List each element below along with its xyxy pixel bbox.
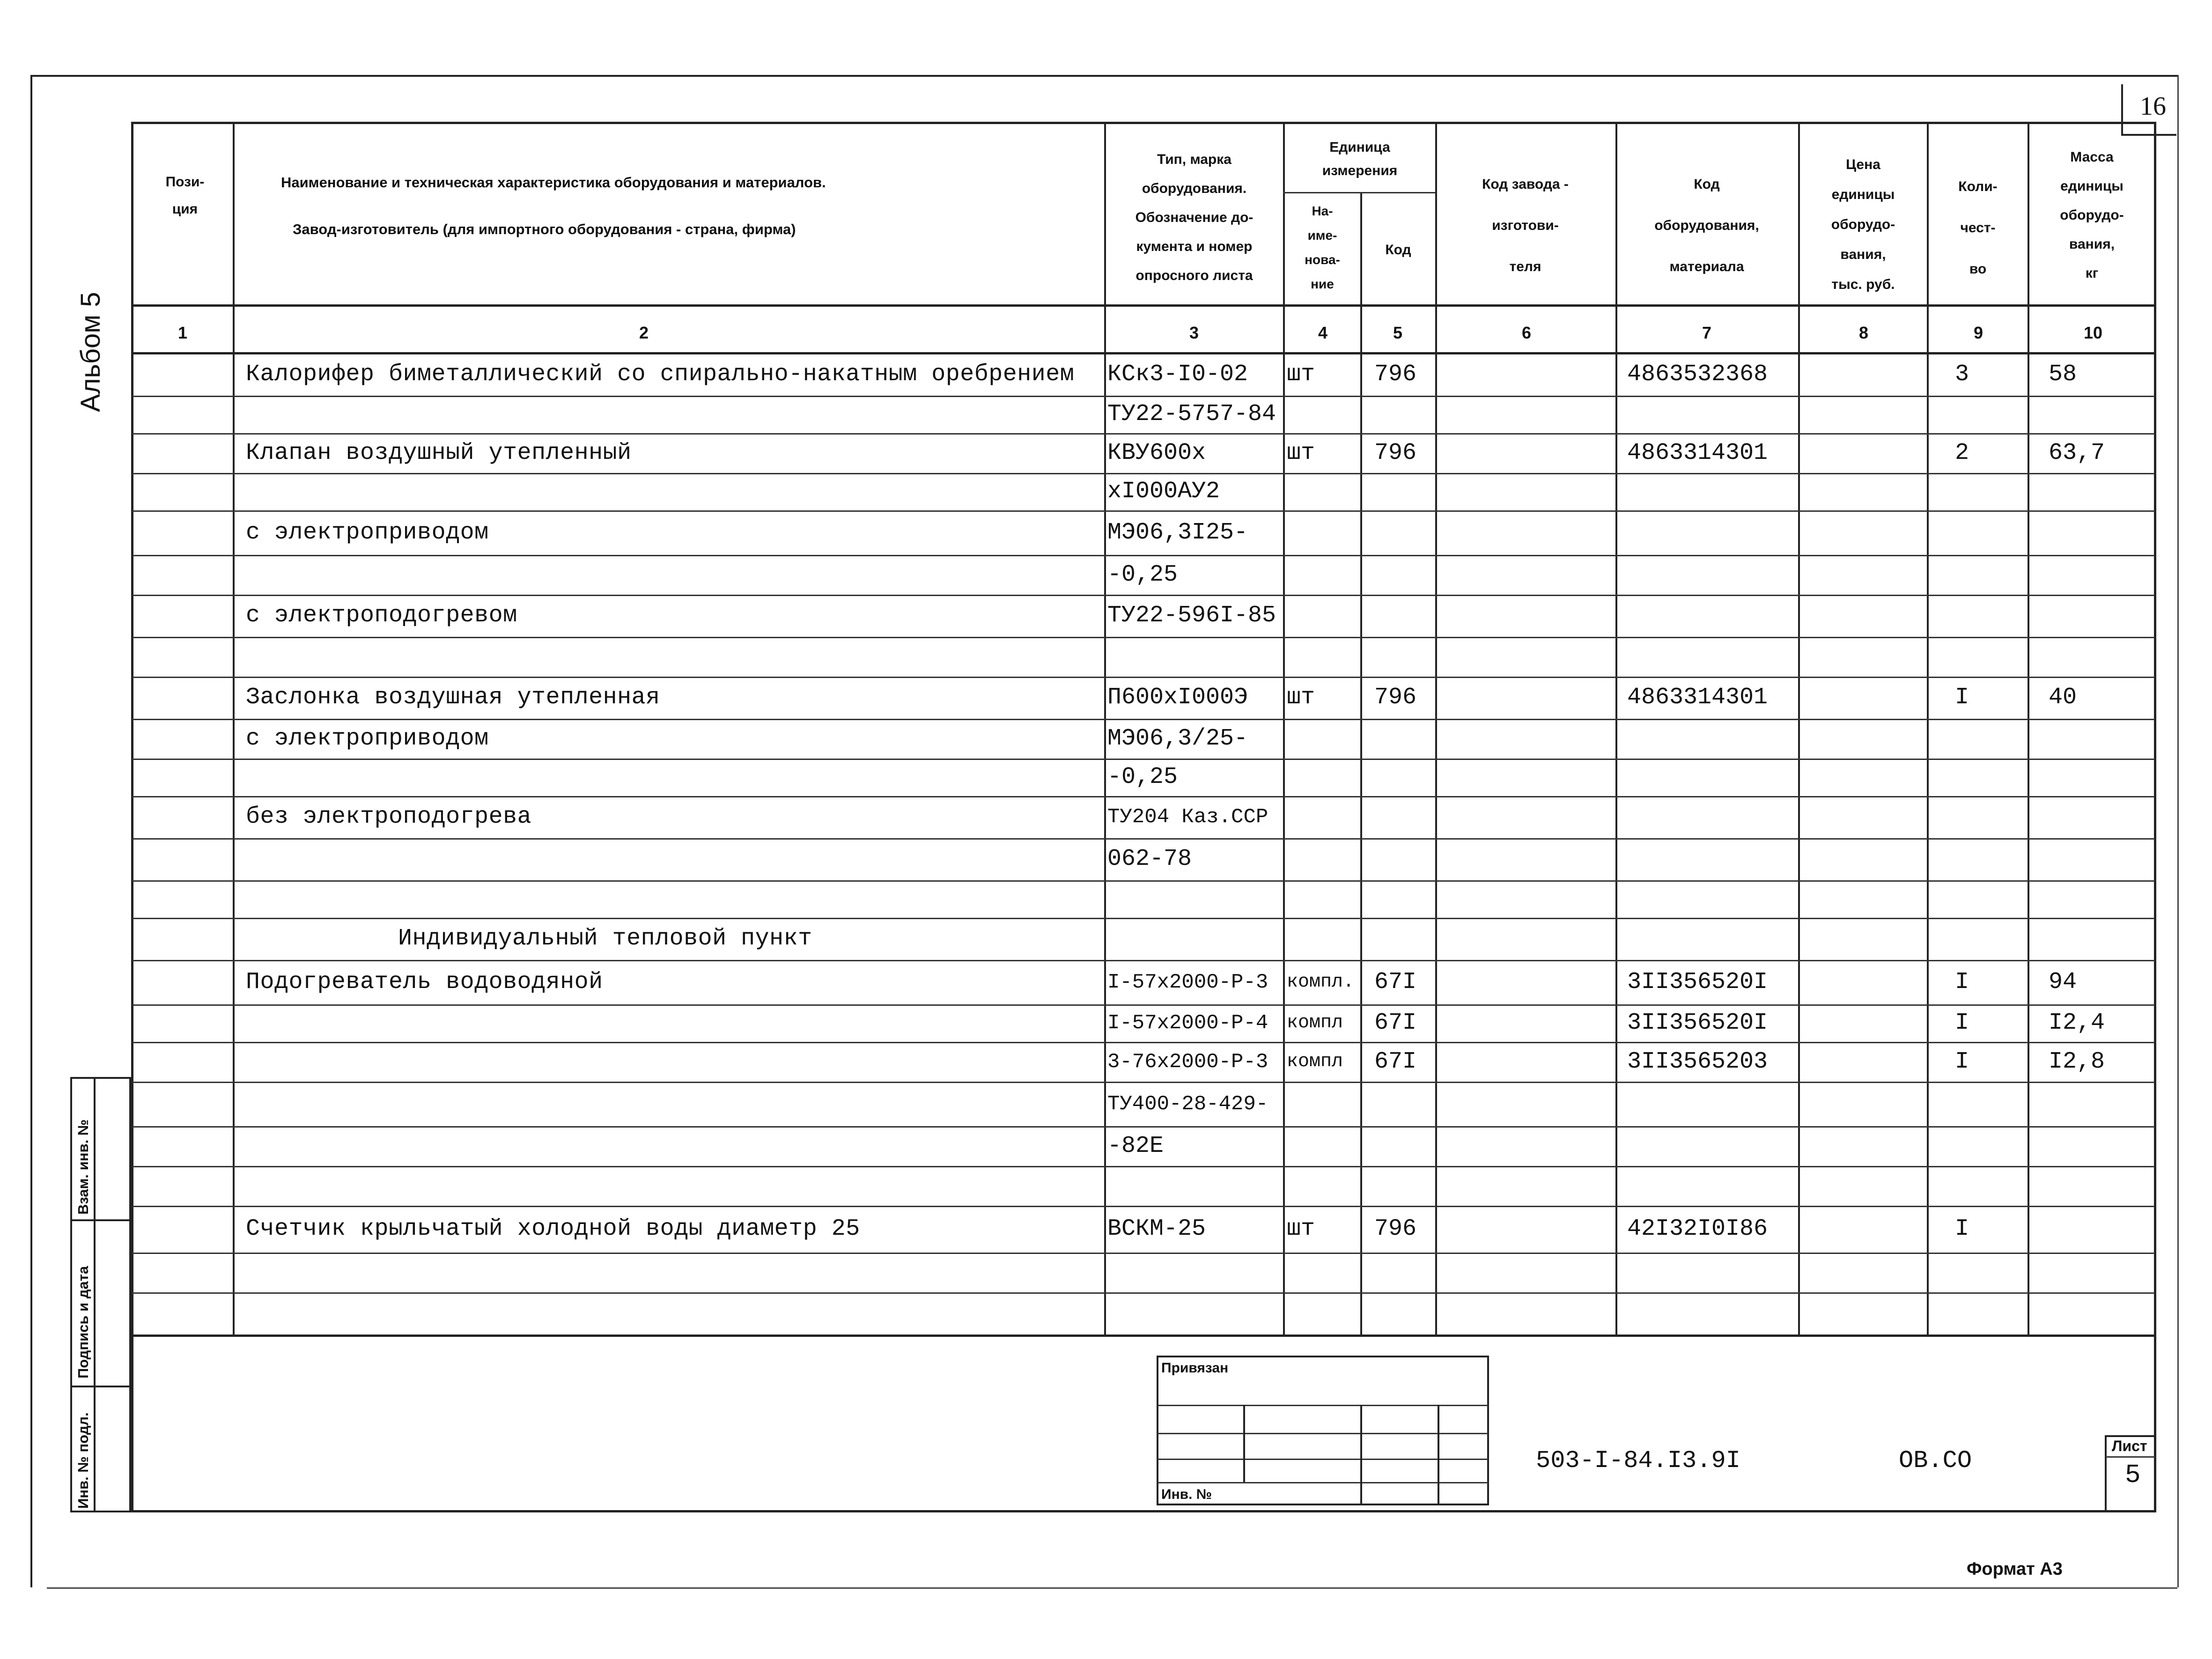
item-quantity: I [1955, 1048, 1969, 1075]
column-number: 7 [1702, 323, 1712, 342]
column-number: 3 [1189, 323, 1199, 342]
item-unit-code: 67I [1374, 968, 1417, 995]
item-unit: компл. [1287, 971, 1355, 993]
header-mass: Масса единицы оборудо- вания, кг [2060, 149, 2124, 281]
item-unit-code: 796 [1374, 1216, 1417, 1242]
item-type: МЭ06,3/25- [1107, 725, 1248, 752]
item-type: -82Е [1107, 1132, 1164, 1159]
sheet-frame-right [2177, 75, 2179, 1587]
header-name: Наименование и техническая характеристика оборудования и материалов. Завод-изготовитель (для импортного оборудования - страна, фирма) [281, 174, 826, 237]
document-code: 503-I-84.I3.9I [1536, 1447, 1740, 1475]
row-divider [132, 1166, 2155, 1167]
item-type: ТУ204 Каз.ССР [1107, 805, 1268, 829]
privyazan-col [1243, 1405, 1245, 1482]
item-mass: 94 [2049, 968, 2077, 995]
privyazan-label: Привязан [1161, 1360, 1229, 1376]
item-name: Индивидуальный тепловой пункт [398, 925, 812, 952]
column-number: 6 [1521, 323, 1532, 342]
sheet-frame-bottom [47, 1587, 2177, 1589]
item-equipment-code: 3II356520I [1627, 1010, 1768, 1036]
item-quantity: 3 [1955, 361, 1969, 388]
column-number: 5 [1393, 323, 1403, 342]
item-equipment-code: 4863314301 [1627, 684, 1768, 711]
row-divider [132, 473, 2155, 474]
item-type: ТУ22-596I-85 [1107, 602, 1276, 629]
item-equipment-code: 3II3565203 [1627, 1048, 1768, 1075]
item-name: Заслонка воздушная утепленная [246, 684, 660, 711]
stamp-divider [72, 1219, 129, 1221]
sheet-frame-top [30, 75, 2177, 77]
stamp-column-divider [94, 1079, 96, 1511]
item-unit: шт [1287, 361, 1315, 388]
row-divider [132, 433, 2155, 435]
row-divider [132, 880, 2155, 882]
item-type: КСк3-I0-02 [1107, 361, 1248, 388]
item-type: -0,25 [1107, 561, 1178, 588]
item-name: Клапан воздушный утепленный [246, 439, 632, 466]
stamp-label-inv-podl: Инв. № подл. [75, 1412, 91, 1509]
item-type: КВУ600х [1107, 439, 1206, 466]
item-mass: I2,8 [2049, 1048, 2105, 1075]
column-number: 9 [1973, 323, 1983, 342]
row-divider [132, 838, 2155, 840]
colnum-bottom-line [132, 352, 2155, 354]
column-number: 4 [1318, 323, 1328, 342]
item-type: ТУ22-5757-84 [1107, 401, 1276, 428]
row-divider [132, 1004, 2155, 1006]
row-divider [132, 677, 2155, 678]
item-quantity: I [1955, 1010, 1969, 1036]
row-divider [132, 1253, 2155, 1254]
item-name: без электроподогрева [246, 804, 532, 830]
row-divider [132, 595, 2155, 596]
item-unit: шт [1287, 439, 1315, 466]
item-unit-code: 67I [1374, 1010, 1417, 1036]
item-unit-code: 796 [1374, 439, 1417, 466]
header-price: Цена единицы оборудо- вания, тыс. руб. [1831, 157, 1895, 292]
stamp-divider [72, 1386, 129, 1387]
row-divider [132, 1126, 2155, 1128]
stamp-label-vzam-inv: Взам. инв. № [75, 1119, 91, 1215]
row-divider [132, 1082, 2155, 1083]
header-unit-code: Код [1385, 242, 1411, 258]
item-name: Калорифер биметаллический со спирально-накатным оребрением [246, 361, 1075, 388]
item-unit: компл [1287, 1012, 1343, 1033]
item-mass: 63,7 [2049, 439, 2105, 466]
sheet-number: 5 [2125, 1460, 2141, 1490]
header-factory-code: Код завода - изготови- теля [1482, 177, 1569, 274]
item-unit-code: 67I [1374, 1048, 1417, 1075]
row-divider [132, 759, 2155, 760]
sheet-label: Лист [2112, 1438, 2147, 1454]
item-quantity: I [1955, 1216, 1969, 1242]
item-equipment-code: 4863314301 [1627, 439, 1768, 466]
item-name: Счетчик крыльчатый холодной воды диаметр 25 [246, 1216, 860, 1242]
item-unit-code: 796 [1374, 361, 1417, 388]
sheet-box-divider [2106, 1456, 2155, 1458]
item-type: I-57х2000-Р-4 [1107, 1011, 1268, 1035]
item-type: ТУ400-28-429- [1107, 1092, 1268, 1116]
header-type: Тип, марка оборудования. Обозначение до- кумента и номер опросного листа [1135, 152, 1253, 283]
album-label: Альбом 5 [75, 292, 106, 412]
header-equipment-code: Код оборудования, материала [1654, 177, 1759, 274]
item-type: -0,25 [1107, 764, 1178, 790]
header-pos: Пози- ция [165, 174, 205, 217]
sheet-frame-left [30, 75, 32, 1587]
header-unit: Единица измерения [1322, 140, 1398, 178]
item-mass: 40 [2049, 684, 2077, 711]
row-divider [132, 637, 2155, 638]
item-quantity: I [1955, 968, 1969, 995]
page-number: 16 [2140, 92, 2166, 121]
row-divider [132, 396, 2155, 397]
row-divider [132, 796, 2155, 797]
item-equipment-code: 42I32I0I86 [1627, 1216, 1768, 1242]
item-type: МЭ06,3I25- [1107, 519, 1248, 546]
row-divider [132, 960, 2155, 961]
row-divider [132, 555, 2155, 556]
col-line [1360, 192, 1362, 1335]
item-quantity: 2 [1955, 439, 1969, 466]
item-type: ВСКМ-25 [1107, 1216, 1206, 1242]
item-unit: шт [1287, 684, 1315, 711]
table-body-bottom [132, 1335, 2155, 1337]
row-divider [132, 719, 2155, 720]
item-mass: 58 [2049, 361, 2077, 388]
item-equipment-code: 4863532368 [1627, 361, 1768, 388]
row-divider [132, 1206, 2155, 1207]
row-divider [132, 918, 2155, 919]
row-divider [132, 1292, 2155, 1294]
column-number: 10 [2083, 323, 2103, 342]
item-unit: компл [1287, 1051, 1343, 1072]
unit-header-divider [1283, 192, 1435, 193]
row-divider [132, 1042, 2155, 1043]
column-number: 2 [639, 323, 649, 342]
item-mass: I2,4 [2049, 1010, 2105, 1036]
item-type: хI000АУ2 [1107, 478, 1220, 505]
item-name: Подогреватель водоводяной [246, 968, 603, 995]
item-name: с электроприводом [246, 519, 489, 546]
header-bottom-line [132, 304, 2155, 307]
document-mark: ОВ.СО [1899, 1447, 1972, 1475]
header-unit-name: На- име- нова- ние [1305, 204, 1340, 291]
left-stamp [70, 1077, 131, 1512]
item-type: 3-76х2000-Р-3 [1107, 1050, 1268, 1074]
item-type: I-57х2000-Р-3 [1107, 970, 1268, 994]
item-equipment-code: 3II356520I [1627, 968, 1768, 995]
item-unit-code: 796 [1374, 684, 1417, 711]
item-type: 062-78 [1107, 846, 1192, 872]
column-number: 8 [1858, 323, 1869, 342]
privyazan-col [1438, 1405, 1439, 1505]
item-name: с электроприводом [246, 725, 489, 752]
item-type: П600хI000Э [1107, 684, 1248, 711]
row-divider [132, 510, 2155, 512]
item-name: с электроподогревом [246, 602, 517, 629]
format-label: Формат А3 [1967, 1559, 2063, 1579]
item-unit: шт [1287, 1216, 1315, 1242]
column-number: 1 [177, 323, 188, 342]
privyazan-col [1360, 1405, 1362, 1505]
header-quantity: Коли- чест- во [1958, 179, 1998, 277]
inv-no-label: Инв. № [1161, 1487, 1212, 1502]
stamp-label-signature-date: Подпись и дата [75, 1266, 91, 1379]
item-quantity: I [1955, 684, 1969, 711]
